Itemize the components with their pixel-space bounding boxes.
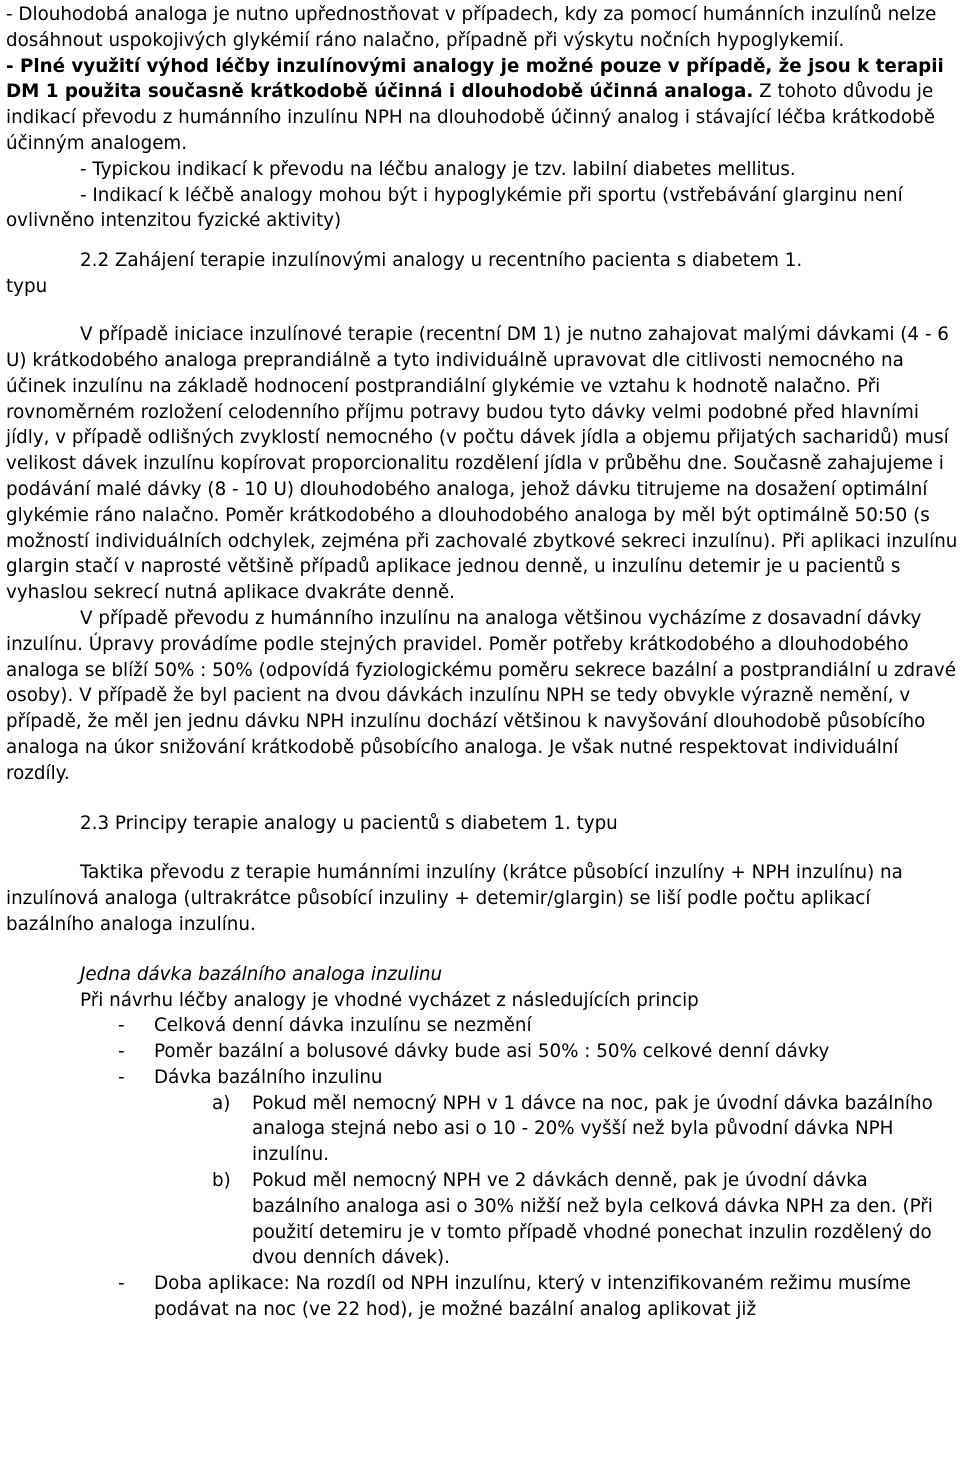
section-2-2-heading: 2.2 Zahájení terapie inzulínovými analogy u recentního pacienta s diabetem 1.	[80, 250, 803, 272]
bullet-mark: -	[118, 1041, 125, 1063]
sublist-item	[6, 1168, 960, 1271]
section-2-3-subheading: Jedna dávka bazálního analoga inzulinu	[80, 963, 443, 985]
list-item-text: Doba aplikace: Na rozdíl od NPH inzulínu, který v intenzifikovaném režimu musíme podávat na noc (ve 22 hod), je možné bazální analog aplikovat již	[154, 1273, 911, 1321]
basal-dose-sublist	[6, 1091, 960, 1272]
list-item	[6, 1271, 960, 1323]
intro-paragraph-3: - Typickou indikací k převodu na léčbu analogy je tzv. labilní diabetes mellitus.	[80, 158, 796, 180]
intro-paragraph-2-bold: - Plné využití výhod léčby inzulínovými analogy je možné pouze v případě, že jsou k terapii DM 1 použita současně krátkodobě účinná i dlouhodobě účinná analoga.	[6, 55, 944, 103]
list-item	[6, 1013, 960, 1039]
bullet-mark: -	[118, 1015, 125, 1037]
intro-paragraph-2	[6, 54, 960, 157]
sublist-item	[6, 1091, 960, 1168]
intro-paragraph-4: - Indikací k léčbě analogy mohou být i hypoglykémie při sportu (vstřebávání glarginu není ovlivněno intenzitou fyzické aktivity)	[6, 184, 903, 232]
section-2-3-intro: Při návrhu léčby analogy je vhodné vycházet z následujících princip	[80, 989, 699, 1011]
section-2-3-paragraph: Taktika převodu z terapie humánními inzulíny (krátce působící inzulíny + NPH inzulínu) na inzulínová analoga (ultrakrátce působící inzuliny + detemir/glargin) se liší podle počtu aplikací bazálního analoga inzulínu.	[6, 862, 903, 935]
bullet-mark: -	[118, 1273, 125, 1295]
section-2-2-heading-tail: typu	[6, 276, 48, 298]
principles-list-continued	[6, 1271, 960, 1323]
sublist-item-text: Pokud měl nemocný NPH v 1 dávce na noc, pak je úvodní dávka bazálního analoga stejná nebo asi o 10 - 20% vyšší než byla původní dávka NPH inzulínu.	[252, 1092, 933, 1166]
section-2-2-paragraph-1: V případě iniciace inzulínové terapie (recentní DM 1) je nutno zahajovat malými dávkami (4 - 6 U) krátkodobého analoga preprandiálně a tyto individuálně upravovat dle citlivosti nemocného na účinek inzulínu na základě hodnocení postprandiální glykémie ve vztahu k hodnotě nalačno. Při rovnoměrném rozložení celodenního příjmu potravy budou tyto dávky velmi podobné před hlavními jídly, v případě odlišných zvyklostí nemocného (v počtu dávek jídla a objemu přijatých sacharidů) musí velikost dávek inzulínu kopírovat proporcionalitu rozdělení jídla v průběhu dne. Současně zahajujeme i podávání malé dávky (8 - 10 U) dlouhodobého analoga, jehož dávku titrujeme na dosažení optimální glykémie ráno nalačno. Poměr krátkodobého a dlouhodobého analoga by měl být optimálně 50:50 (s možností individuálních odchylek, zejména při zachovalé zbytkové sekreci inzulínu). Při aplikaci inzulínu glargin stačí v naprosté většině případů aplikace jednou denně, u inzulínu detemir je u pacientů s vyhaslou sekrecí nutná aplikace dvakráte denně.	[6, 324, 958, 604]
sublist-mark: a)	[212, 1092, 231, 1114]
sublist-item-text: Pokud měl nemocný NPH ve 2 dávkách denně, pak je úvodní dávka bazálního analoga asi o 30% nižší než byla celková dávka NPH za den. (Při použití detemiru je v tomto případě vhodné ponechat inzulin rozdělený do dvou denních dávek).	[252, 1170, 933, 1269]
section-2-3-heading: 2.3 Principy terapie analogy u pacientů s diabetem 1. typu	[80, 812, 618, 834]
bullet-mark: -	[118, 1066, 125, 1088]
list-item	[6, 1065, 960, 1091]
intro-paragraph-1: - Dlouhodobá analoga je nutno upřednostňovat v případech, kdy za pomocí humánních inzulínů nelze dosáhnout uspokojivých glykémií ráno nalačno, případně při výskytu nočních hypoglykemií.	[6, 4, 937, 51]
list-item	[6, 1039, 960, 1065]
sublist-mark: b)	[212, 1170, 231, 1192]
list-item-text: Dávka bazálního inzulinu	[154, 1066, 383, 1088]
intro-paragraph-2-rest: Z tohoto důvodu je indikací převodu z humánního inzulínu NPH na dlouhodobě účinný analog i stávající léčba krátkodobě účinným analogem.	[6, 81, 936, 154]
list-item-text: Poměr bazální a bolusové dávky bude asi 50% : 50% celkové denní dávky	[154, 1041, 830, 1063]
section-2-2-heading-row	[6, 246, 960, 298]
list-item-text: Celková denní dávka inzulínu se nezmění	[154, 1015, 532, 1037]
section-2-2-paragraph-2: V případě převodu z humánního inzulínu na analoga většinou vycházíme z dosavadní dávky inzulínu. Úpravy provádíme podle stejných pravidel. Poměr potřeby krátkodobého a dlouhodobého analoga se blíží 50% : 50% (odpovídá fyziologickému poměru sekrece bazální a postprandiální u zdravé osoby). V případě že byl pacient na dvou dávkách inzulínu NPH se tedy obvykle výrazně nemění, v případě, že měl jen jednu dávku NPH inzulínu dochází většinou k navyšování dlouhodobě působícího analoga na úkor snižování krátkodobě působícího analoga. Je však nutné respektovat individuální rozdíly.	[6, 607, 956, 784]
principles-list	[6, 1013, 960, 1090]
